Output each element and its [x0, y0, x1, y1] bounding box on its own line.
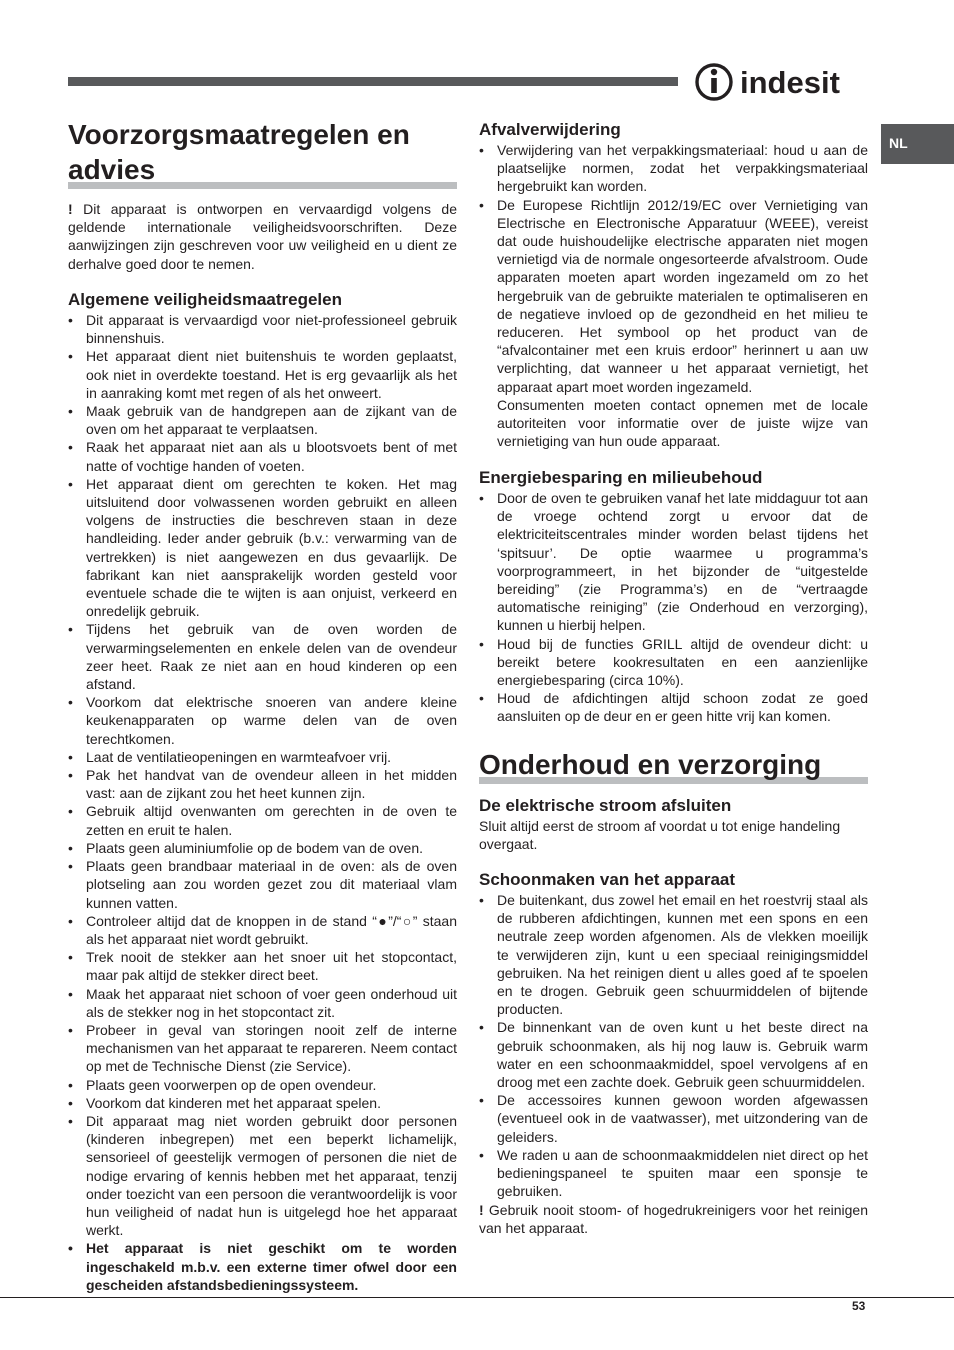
brand-wordmark: indesit — [740, 64, 840, 100]
list-item: • Het apparaat dient om gerechten te koken. Het mag uitsluitend door volwassenen worden gebruikt en alleen volgens de instructies die beschreven staan in deze handleiding. Ieder ander gebruik (b.v.: verwarming van de vertrekken) is niet aangewezen en dus gevaarlijk. De fabrikant kan niet aansprakelijk worden gesteld voor eventuele schade die te wijten is aan onjuist, verkeerd en onredelijk gebruik. — [68, 475, 457, 620]
list-item: • Plaats geen voorwerpen op de open ovendeur. — [68, 1076, 377, 1093]
list-item: Consumenten moeten contact opnemen met de locale autoriteiten voor informatie over de juiste wijze van vernietiging van hun oude apparaat. — [497, 396, 868, 450]
list-item: • We raden u aan de schoonmaakmiddelen niet direct op het bedieningspaneel te spuiten maar een sponsje te gebruiken. — [479, 1146, 868, 1200]
list-item-bold: • Het apparaat is niet geschikt om te worden ingeschakeld m.b.v. een externe timer ofwel door een gescheiden afstandsbedieningssysteem. — [68, 1240, 457, 1293]
general-safety-heading: Algemene veiligheidsmaatregelen — [68, 290, 342, 309]
list-item: • De buitenkant, dus zowel het email en het roestvrij staal als de rubberen afdichtingen, kunnen met een spons en een neutrale zeep worden afgenomen. Als de vlekken moeilijk te verwijderen zijn, kunt u een speciaal reinigingsmiddel gebruiken. Na het reinigen dient u alles goed af te spoelen en te drogen. Gebruik geen schuurmiddelen of bijtende producten. — [479, 892, 868, 1018]
indesit-logo-icon — [694, 58, 734, 106]
list-item: • Plaats geen brandbaar materiaal in de oven: als de oven plotseling aan zou worden gezet zou dit materiaal vlam kunnen vatten. — [68, 858, 457, 911]
energy-heading: Energiebesparing en milieubehoud — [479, 468, 763, 487]
list-item: • Tijdens het gebruik van de oven worden de verwarmingselementen en enkele delen van de ovendeur zeer heet. Raak ze niet aan en houd kinderen op een afstand. — [68, 621, 457, 693]
cleaning-heading: Schoonmaken van het apparaat — [479, 870, 736, 889]
waste-heading: Afvalverwijdering — [479, 120, 621, 139]
list-item: • De accessoires kunnen gewoon worden afgewassen (eventueel ook in de vaatwasser), met uitzondering van de geleiders. — [479, 1092, 868, 1145]
cleaning-list — [479, 891, 868, 1200]
list-item: • Voorkom dat elektrische snoeren van andere kleine keukenapparaten op warme delen van de oven terechtkomen. — [68, 694, 457, 747]
power-off-heading: De elektrische stroom afsluiten — [479, 796, 732, 815]
page-number: 53 — [852, 1299, 866, 1313]
list-item: • Plaats geen aluminiumfolie op de bodem van de oven. — [68, 839, 423, 856]
list-item: • Door de oven te gebruiken vanaf het late middaguur tot aan de vroege ochtend zorgt u ervoor dat de elektriciteitscentrales minder worden belast tijdens het ‘spitsuur’. De optie waarmee u programma’s voorprogrammeert, in het bijzonder de “uitgestelde bereiding” (zie Programma’s) en de “vertraagde automatische reiniging” (zie Onderhoud en verzorging), kunnen u hierbij helpen. — [479, 490, 868, 634]
section-title-precautions: Voorzorgsmaatregelen en advies — [68, 117, 457, 189]
list-item: • Laat de ventilatieopeningen en warmteafvoer vrij. — [68, 748, 392, 765]
footer-rule — [0, 1297, 954, 1298]
list-item: • Maak gebruik van de handgrepen aan de zijkant van de oven om het apparaat te verplaatsen. — [68, 403, 457, 438]
waste-list — [479, 141, 868, 450]
brand-logo — [694, 58, 870, 106]
language-tab: NL — [881, 124, 954, 164]
list-item: • De Europese Richtlijn 2012/19/EC over Vernietiging van Electrische en Electronische Apparatuur (WEEE), vereist dat oude huishoudelijke electrische apparaten niet mogen vernietigd via de normale ongesorteerde afvalstroom. Oude apparaten moeten apart worden ingezameld om zo het hergebruik van de gebruikte materialen te optimaliseren en de negatieve invloed op de gezondheid en het milieu te reduceren. Het symbool op het product van de “afvalcontainer met een kruis erdoor” herinnert u aan uw verplichting, dat wanneer u het apparaat vernietigt, het apparaat apart moet worden ingezameld. — [479, 196, 868, 395]
list-item: • Gebruik altijd ovenwanten om gerechten in de oven te zetten en eruit te halen. — [68, 803, 457, 838]
list-item: • De binnenkant van de oven kunt u het beste direct na gebruik schoonmaken, als hij nog lauw is. Gebruik warm water en een schoonmaakmiddel, spoel vervolgens af en droog met een zachte doek. Gebruik geen schuurmiddelen. — [479, 1019, 868, 1091]
list-item: • Trek nooit de stekker aan het snoer uit het stopcontact, maar pak altijd de stekker direct beet. — [68, 949, 457, 984]
list-item: • Voorkom dat kinderen met het apparaat spelen. — [68, 1094, 381, 1111]
energy-list — [479, 489, 868, 726]
header-rule — [68, 77, 678, 86]
list-item: • Dit apparaat is vervaardigd voor niet-professioneel gebruik binnenshuis. — [68, 312, 457, 347]
list-item: • Houd de afdichtingen altijd schoon zodat ze goed aansluiten op de deur en er geen hitte vrij kan komen. — [479, 690, 868, 725]
list-item: • Dit apparaat mag niet worden gebruikt door personen (kinderen inbegrepen) met een beperkt lichamelijk, sensorieel of geestelijk vermogen of personen die niet de nodige ervaring of kennis hebben met het apparaat, tenzij onder toezicht van een persoon die verantwoordelijk is voor hun veiligheid of nadat hun is uitgelegd hoe het apparaat werkt. — [68, 1112, 457, 1239]
general-safety-list — [68, 311, 457, 1294]
warning-mark: ! — [68, 201, 73, 217]
list-item: • Controleer altijd dat de knoppen in de stand “●”/“○” staan als het apparaat niet wordt gebruikt. — [68, 912, 457, 947]
list-item: • Probeer in geval van storingen nooit zelf de interne mechanismen van het apparaat te repareren. Neem contact op met de Technische Dienst (zie Service). — [68, 1021, 457, 1075]
section-title-maintenance: Onderhoud en verzorging — [479, 747, 868, 784]
intro-paragraph: ! Dit apparaat is ontworpen en vervaardigd volgens de geldende internationale veiligheidsvoorschriften. Deze aanwijzingen zijn geschreven voor uw veiligheid en u dient ze derhalve goed door te nemen. — [68, 201, 458, 272]
list-item: • Pak het handvat van de ovendeur alleen in het midden vast: aan de zijkant zou het heet kunnen zijn. — [68, 767, 457, 802]
warning-mark: ! — [479, 1202, 484, 1218]
list-item: • Het apparaat dient niet buitenshuis te worden geplaatst, ook niet in overdekte toestand. Het is erg gevaarlijk als het in aanraking komt met regen of als het onweert. — [68, 348, 457, 401]
list-item: • Houd bij de functies GRILL altijd de ovendeur dicht: u bereikt betere kookresultaten en een aanzienlijke energiebesparing (circa 10%). — [479, 635, 868, 689]
list-item: • Raak het apparaat niet aan als u blootsvoets bent of met natte of vochtige handen of voeten. — [68, 439, 457, 474]
list-item: • Maak het apparaat niet schoon of voer geen onderhoud uit als de stekker nog in het stopcontact zit. — [68, 985, 457, 1020]
power-off-text: Sluit altijd eerst de stroom af voordat u tot enige handeling overgaat. — [479, 818, 841, 853]
list-item: • Verwijdering van het verpakkingsmateriaal: houd u aan de plaatselijke normen, zodat het verpakkingsmateriaal hergebruikt kan worden. — [479, 142, 868, 195]
cleaning-warning: ! Gebruik nooit stoom- of hogedrukreinigers voor het reinigen van het apparaat. — [479, 1202, 869, 1237]
